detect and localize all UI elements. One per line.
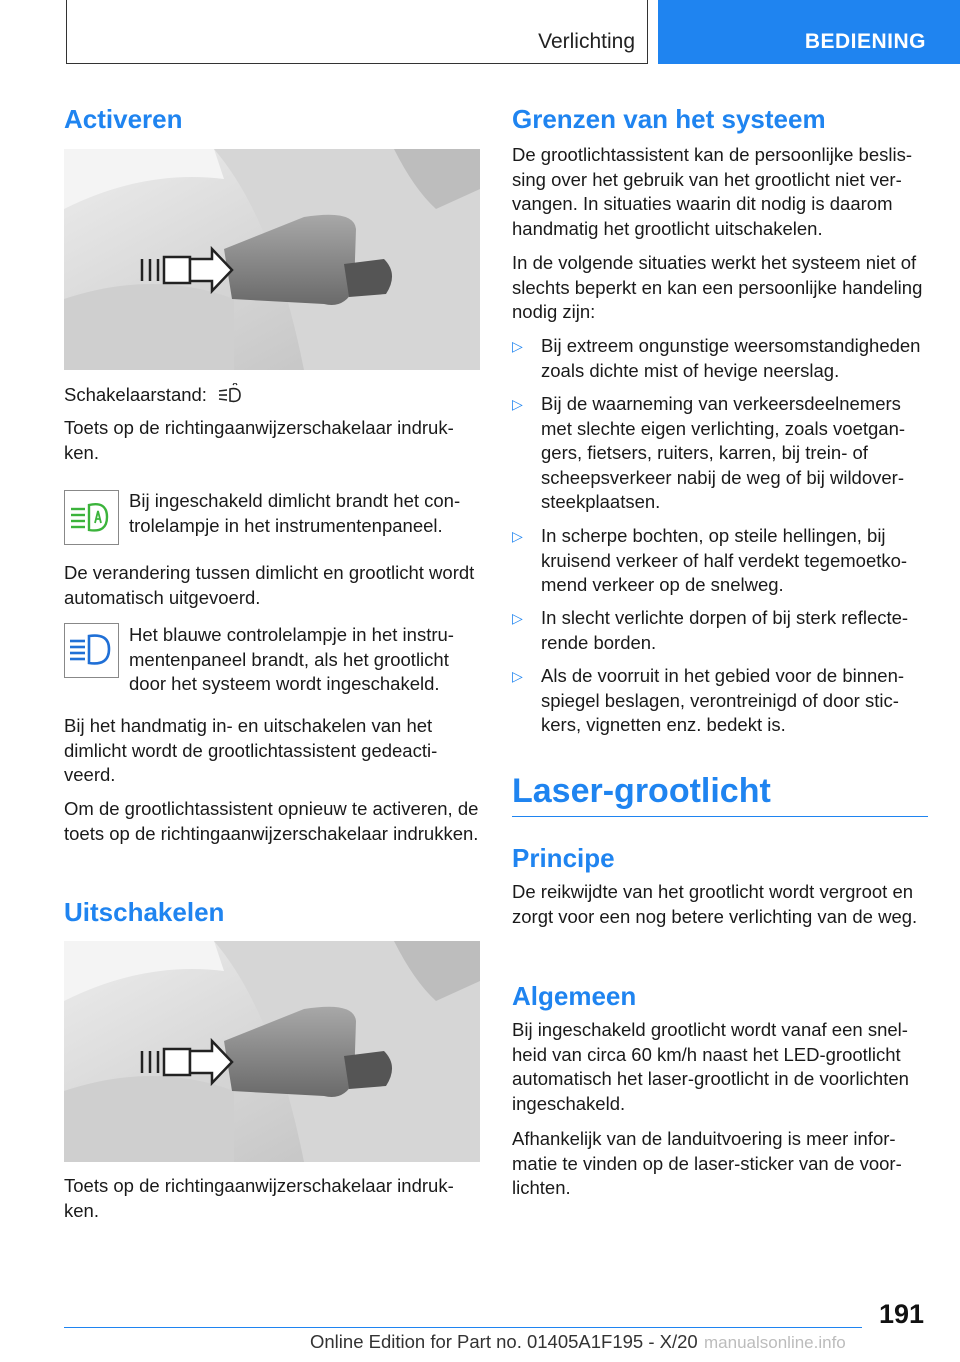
activeren-instruction: Toets op de richtingaanwijzerschakelaar indrukken. (64, 417, 454, 463)
heading-uitschakelen: Uitschakelen (64, 897, 225, 927)
list-item-text: Bij de waarneming van verkeersdeelnemers met slechte eigen verlichting, zoals voetgangers, fietsers, ruiters, karren, bij trein- of scheepsverkeer nabij de weg of bij wildoversteekplaatsen. (541, 393, 906, 512)
footer-divider (64, 1327, 862, 1328)
page-number: 191 (878, 1299, 924, 1329)
green-indicator-icon (64, 490, 119, 545)
reactivate-text: Om de grootlichtassistent opnieuw te activeren, de toets op de richtingaanwijzerschakelaar indrukken. (64, 798, 479, 844)
switch-photo-deactivate (64, 941, 480, 1162)
bullet-triangle-icon: ▷ (512, 528, 523, 544)
principe-text: De reikwijdte van het grootlicht wordt vergroot en zorgt voor een nog betere verlichting van de weg. (512, 881, 918, 927)
algemeen-text-1: Bij ingeschakeld grootlicht wordt vanaf een snelheid van circa 60 km/h naast het LED-grootlicht automatisch het laser-grootlicht in de voorlichten ingeschakeld. (512, 1019, 909, 1114)
list-item-text: Als de voorruit in het gebied voor de binnenspiegel beslagen, verontreinigd of door stickers, vignetten enz. bedekt is. (541, 665, 905, 735)
manual-switching-text: Bij het handmatig in- en uitschakelen van het dimlicht wordt de grootlichtassistent gedeactiveerd. (64, 715, 438, 785)
grenzen-situations: In de volgende situaties werkt het systeem niet of slechts beperkt en kan een persoonlijke handeling nodig zijn: (512, 252, 923, 322)
bullet-triangle-icon: ▷ (512, 338, 523, 354)
bullet-triangle-icon: ▷ (512, 610, 523, 626)
note-green-indicator: Bij ingeschakeld dimlicht brandt het controlelampje in het instrumentenpaneel. (129, 490, 461, 536)
list-item-text: Bij extreem ongunstige weersomstandigheden zoals dichte mist of hevige neerslag. (541, 335, 921, 381)
heading-principe: Principe (512, 843, 615, 873)
header-chapter-label: BEDIENING (804, 30, 926, 53)
header-section-box (66, 0, 648, 64)
turn-signal-lever-illustration-2 (64, 941, 480, 1162)
uitschakelen-instruction: Toets op de richtingaanwijzerschakelaar indrukken. (64, 1175, 454, 1221)
note-blue-indicator: Het blauwe controlelampje in het instrumentenpaneel brandt, als het grootlicht door het systeem wordt ingeschakeld. (129, 624, 454, 694)
heading-algemeen: Algemeen (512, 981, 637, 1011)
header-chapter-tab (658, 0, 960, 64)
section-divider (512, 816, 928, 817)
high-beam-assistant-icon (218, 383, 244, 405)
switch-photo-activate (64, 149, 480, 370)
heading-activeren: Activeren (64, 104, 183, 134)
bullet-triangle-icon: ▷ (512, 396, 523, 412)
header-section-title: Verlichting (538, 30, 635, 53)
footer-edition: Online Edition for Part no. 01405A1F195 - X/20 (310, 1331, 698, 1352)
blue-indicator-icon (64, 623, 119, 678)
automatic-switching-text: De verandering tussen dimlicht en grootlicht wordt automatisch uitgevoerd. (64, 562, 475, 608)
switch-position-line (64, 383, 480, 408)
heading-grenzen: Grenzen van het systeem (512, 104, 826, 134)
turn-signal-lever-illustration (64, 149, 480, 370)
bullet-triangle-icon: ▷ (512, 668, 523, 684)
list-item-text: In slecht verlichte dorpen of bij sterk reflecterende borden. (541, 607, 909, 653)
heading-laser-grootlicht: Laser-grootlicht (512, 772, 771, 810)
grenzen-intro: De grootlichtassistent kan de persoonlijke beslissing over het gebruik van het grootlicht niet vervangen. In situaties waarin dit nodig is daarom handmatig het grootlicht uitschakelen. (512, 144, 913, 239)
watermark: manualsonline.info (704, 1333, 846, 1352)
list-item-text: In scherpe bochten, op steile hellingen, bij kruisend verkeer of half verdekt tegemoetkomend verkeer op de snelweg. (541, 525, 908, 595)
algemeen-text-2: Afhankelijk van de landuitvoering is meer informatie te vinden op de laser-sticker van de voorlichten. (512, 1128, 902, 1198)
switch-position-label: Schakelaarstand: (64, 384, 207, 405)
